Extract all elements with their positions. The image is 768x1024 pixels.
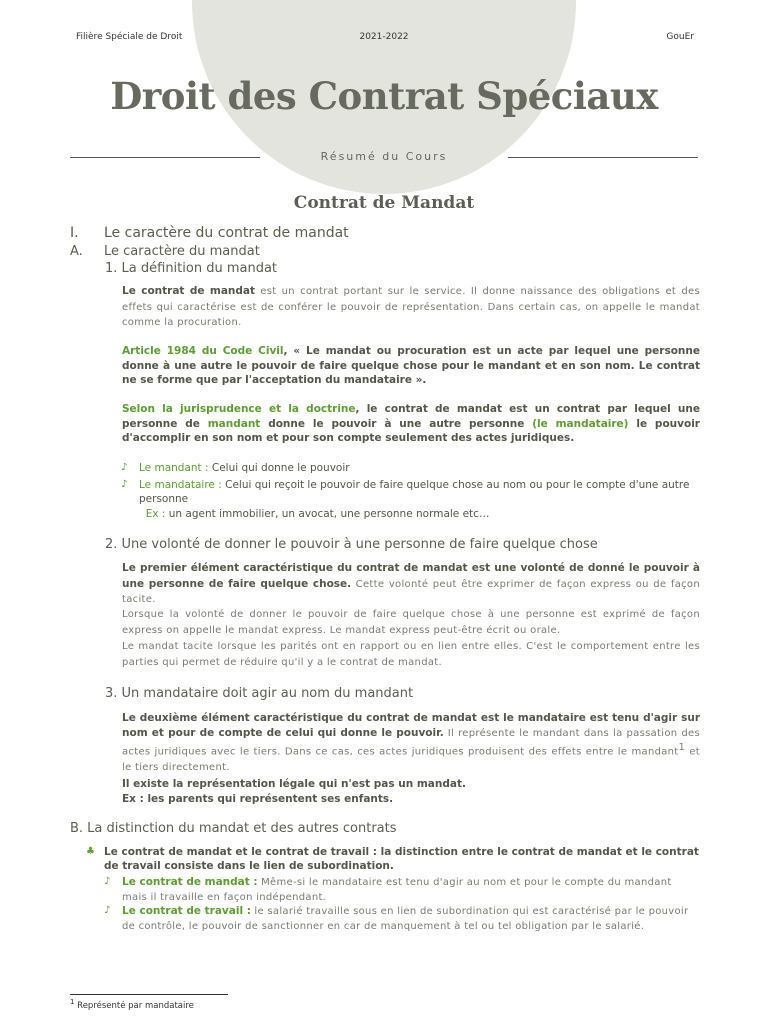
part-a-label: Le caractère du mandat	[104, 244, 260, 259]
paragraph-mandat-tacite: Le mandat tacite lorsque les parités ont en rapport ou en lien entre elles. C'est le comportement entre les parties qui permet de réduire qu'il y a le contrat de mandat.	[122, 641, 700, 668]
mandataire-text: Il représente le mandant dans la passation des actes juridiques avec le tiers. Dans ce cas, ces actes juridiques produisent des effets entre le mandant	[122, 727, 701, 758]
paragraph-definition	[122, 284, 700, 331]
distinction-text: Le contrat de mandat et le contrat de travail : la distinction entre le contrat de mandat et le contrat de travail consiste dans le lien de subordination.	[104, 846, 699, 872]
bullet-mandant-term: Le mandant :	[139, 462, 209, 474]
contrat-mandat-text: Même-si le mandataire est tenu d'agir au nom et pour le compte du mandant mais il travaille en façon indépendant.	[122, 877, 672, 903]
bullet-mandataire-term: Le mandataire :	[139, 479, 222, 491]
example-text: un agent immobilier, un avocat, une personne normale etc…	[165, 508, 490, 520]
part-a-heading	[70, 244, 260, 259]
header-center: 2021-2022	[359, 32, 409, 42]
volonte-bold-text: Le premier élément caractéristique du contrat de mandat est une volonté de donné le pouvoir à une personne de faire quelque chose.	[122, 562, 700, 590]
document-subtitle: Résumé du Cours	[320, 150, 448, 163]
paragraph-volonte	[122, 561, 700, 608]
jurisprudence-text-3: le pouvoir d'accomplir en son nom et pour son compte seulement des actes juridiques.	[122, 417, 700, 444]
paragraph-example-parents: Ex : les parents qui représentent ses enfants.	[122, 793, 394, 805]
paragraph-mandataire-agir	[122, 711, 700, 776]
footnote	[70, 998, 194, 1011]
music-note-icon: ♪	[104, 905, 111, 916]
term-contrat-mandat: Le contrat de mandat	[122, 285, 256, 297]
bullet-contrat-mandat	[104, 875, 700, 905]
contrat-travail-term: Le contrat de travail :	[122, 905, 251, 917]
part-b-heading: B. La distinction du mandat et des autres contrats	[70, 821, 397, 836]
subsection-2-heading: 2. Une volonté de donner le pouvoir à une personne de faire quelque chose	[105, 537, 598, 552]
bullet-mandataire-text: Celui qui reçoit le pouvoir de faire quelque chose au nom ou pour le compte d'une autre personne	[139, 479, 690, 505]
bullet-mandataire	[121, 478, 699, 506]
term-mandataire: (le mandataire)	[532, 417, 629, 430]
contrat-travail-text: le salarié travaille sous en lien de subordination qui est caractérisé par le pouvoir de contrôle, le pouvoir de sanctionner en car de manquement à tel ou tel obligation par le salarié.	[122, 906, 689, 932]
footnote-ref: 1	[678, 742, 686, 753]
part-1-number: I.	[70, 225, 79, 241]
music-note-icon: ♪	[121, 462, 128, 473]
article-text: , « Le mandat ou procuration est un acte par lequel une personne donne à une autre le pouvoir de faire quelque chose pour le mandant et en son nom. Le contrat ne se forme que par l'acceptation du mandataire ».	[122, 345, 701, 386]
paragraph-article	[122, 344, 700, 388]
volonte-text: Cette volonté peut être exprimer de façon express ou de façon tacite.	[122, 578, 700, 605]
jurisprudence-reference: Selon la jurisprudence et la doctrine	[122, 403, 356, 415]
document-title: Droit des Contrat Spéciaux	[110, 74, 658, 118]
subsection-3-heading: 3. Un mandataire doit agir au nom du mandant	[105, 686, 414, 701]
part-a-number: A.	[70, 244, 83, 259]
mandataire-bold-text: Le deuxième élément caractéristique du contrat de mandat est le mandataire est tenu d'agir sur nom et pour de compte de celui qui donne le pouvoir.	[122, 712, 700, 739]
jurisprudence-text-2: donne le pouvoir à une autre personne	[260, 417, 533, 430]
contrat-mandat-term: Le contrat de mandat :	[122, 876, 258, 888]
paragraph-mandat-express: Lorsque la volonté de donner le pouvoir de faire quelque chose à une personne est exprimé de façon express on appelle le mandat express. Le mandat express peut-être écrit ou orale.	[122, 609, 700, 636]
bullet-example	[139, 507, 699, 521]
header-left: Filière Spéciale de Droit	[76, 32, 183, 42]
club-icon: ♣	[86, 846, 95, 857]
term-mandant: mandant	[207, 417, 261, 430]
jurisprudence-text-1: , le contrat de mandat est un contrat par lequel une personne de	[122, 403, 700, 430]
music-note-icon: ♪	[121, 479, 128, 490]
subsection-1-heading: 1. La définition du mandat	[105, 261, 278, 276]
header-right: GouEr	[666, 32, 694, 42]
bullet-distinction	[86, 845, 700, 873]
footnote-separator	[70, 994, 228, 995]
part-1-heading	[70, 225, 349, 241]
footnote-number: 1	[70, 998, 75, 1006]
subtitle-rule-right	[508, 157, 698, 158]
definition-text: est un contrat portant sur le service. Il donne naissance des obligations et des effets qui caractérise est de conférer le pouvoir de représentation. Dans certain cas, on appelle le mandat comme la procuration.	[122, 286, 700, 328]
footnote-text: Représenté par mandataire	[74, 1000, 194, 1011]
part-1-label: Le caractère du contrat de mandat	[104, 225, 349, 241]
paragraph-representation-legale: Il existe la représentation légale qui n'est pas un mandat.	[122, 778, 466, 790]
paragraph-jurisprudence	[122, 402, 700, 446]
mandataire-text-end: et le tiers directement.	[122, 746, 700, 773]
bullet-contrat-travail	[104, 904, 700, 934]
bullet-mandant-text: Celui qui donne le pouvoir	[208, 462, 350, 474]
article-reference: Article 1984 du Code Civil	[122, 345, 284, 357]
bullet-mandant	[121, 461, 699, 475]
section-title: Contrat de Mandat	[293, 193, 475, 213]
example-label: Ex :	[145, 508, 166, 520]
music-note-icon: ♪	[104, 876, 111, 887]
